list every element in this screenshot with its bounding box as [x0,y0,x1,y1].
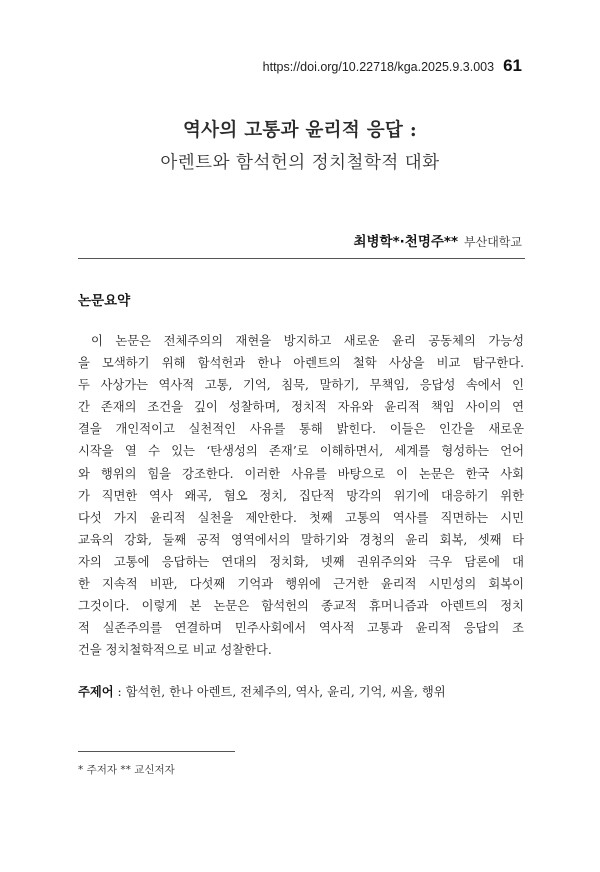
title-divider [78,258,525,259]
abstract-line: 적 실존주의를 연결하며 민주사회에서 역사적 고통과 윤리적 응답의 조 [78,621,524,636]
abstract-line: 두 사상가는 역사적 고통, 기억, 침묵, 말하기, 무책임, 응답성 속에서 인 [78,378,524,393]
abstract-line: 시작을 열 수 있는 ‘탄생성의 존재’로 이해하면서, 세계를 형성하는 언어 [78,444,524,459]
abstract-line: 결을 개인적이고 실천적인 사유를 통해 밝힌다. 이들은 인간을 새로운 [78,422,524,437]
footnote: * 주저자 ** 교신저자 [78,764,175,776]
title-subtitle: 아렌트와 함석헌의 정치철학적 대화 [160,153,440,173]
abstract-line: 이 논문은 전체주의의 재현을 방지하고 새로운 윤리 공동체의 가능성 [91,334,524,348]
title-main: 역사의 고통과 윤리적 응답 : [183,120,417,141]
abstract-line: 간 존재의 조건을 깊이 성찰하며, 정치적 자유와 윤리적 책임 사이의 연 [78,400,524,415]
abstract-line: 자의 고통에 응답하는 연대의 정치화, 넷째 권위주의와 극우 담론에 대 [78,554,524,569]
author-names: 최병학*·천명주** [353,234,459,250]
running-header [263,56,522,76]
abstract-line: 교육의 강화, 둘째 공적 영역에서의 말하기와 경청의 윤리 회복, 셋째 타 [78,532,524,547]
doi-link[interactable]: https://doi.org/10.22718/kga.2025.9.3.003 [262,60,495,74]
page-number: 61 [503,56,522,75]
abstract-line: 그것이다. 이렇게 본 논문은 함석헌의 종교적 휴머니즘과 아렌트의 정치 [78,599,524,614]
abstract-line: 와 행위의 힘을 강조한다. 이러한 사유를 바탕으로 이 논문은 한국 사회 [78,466,524,481]
keywords-separator: : [113,685,126,699]
abstract-line: 건을 정치철학적으로 비교 성찰한다. [78,643,272,658]
author-line [353,230,522,250]
abstract-line: 다섯 가지 윤리적 실천을 제안한다. 첫째 고통의 역사를 직면하는 시민 [78,510,524,525]
paper-title [0,116,600,174]
keywords [78,682,524,700]
footnote-divider [78,751,235,752]
abstract-line: 한 지속적 비판, 다섯째 기억과 행위에 근거한 윤리적 시민성의 회복이 [78,577,524,592]
keywords-label: 주제어 [78,685,114,699]
abstract-heading: 논문요약 [78,293,131,309]
abstract-line: 을 모색하기 위해 함석헌과 한나 아렌트의 철학 사상을 비교 탐구한다. [78,356,524,371]
abstract-body [78,330,524,661]
keywords-terms: 함석헌, 한나 아렌트, 전체주의, 역사, 윤리, 기억, 씨올, 행위 [125,685,446,699]
author-affiliation: 부산대학교 [464,235,522,249]
abstract-line: 가 직면한 역사 왜곡, 혐오 정치, 집단적 망각의 위기에 대응하기 위한 [78,488,524,503]
